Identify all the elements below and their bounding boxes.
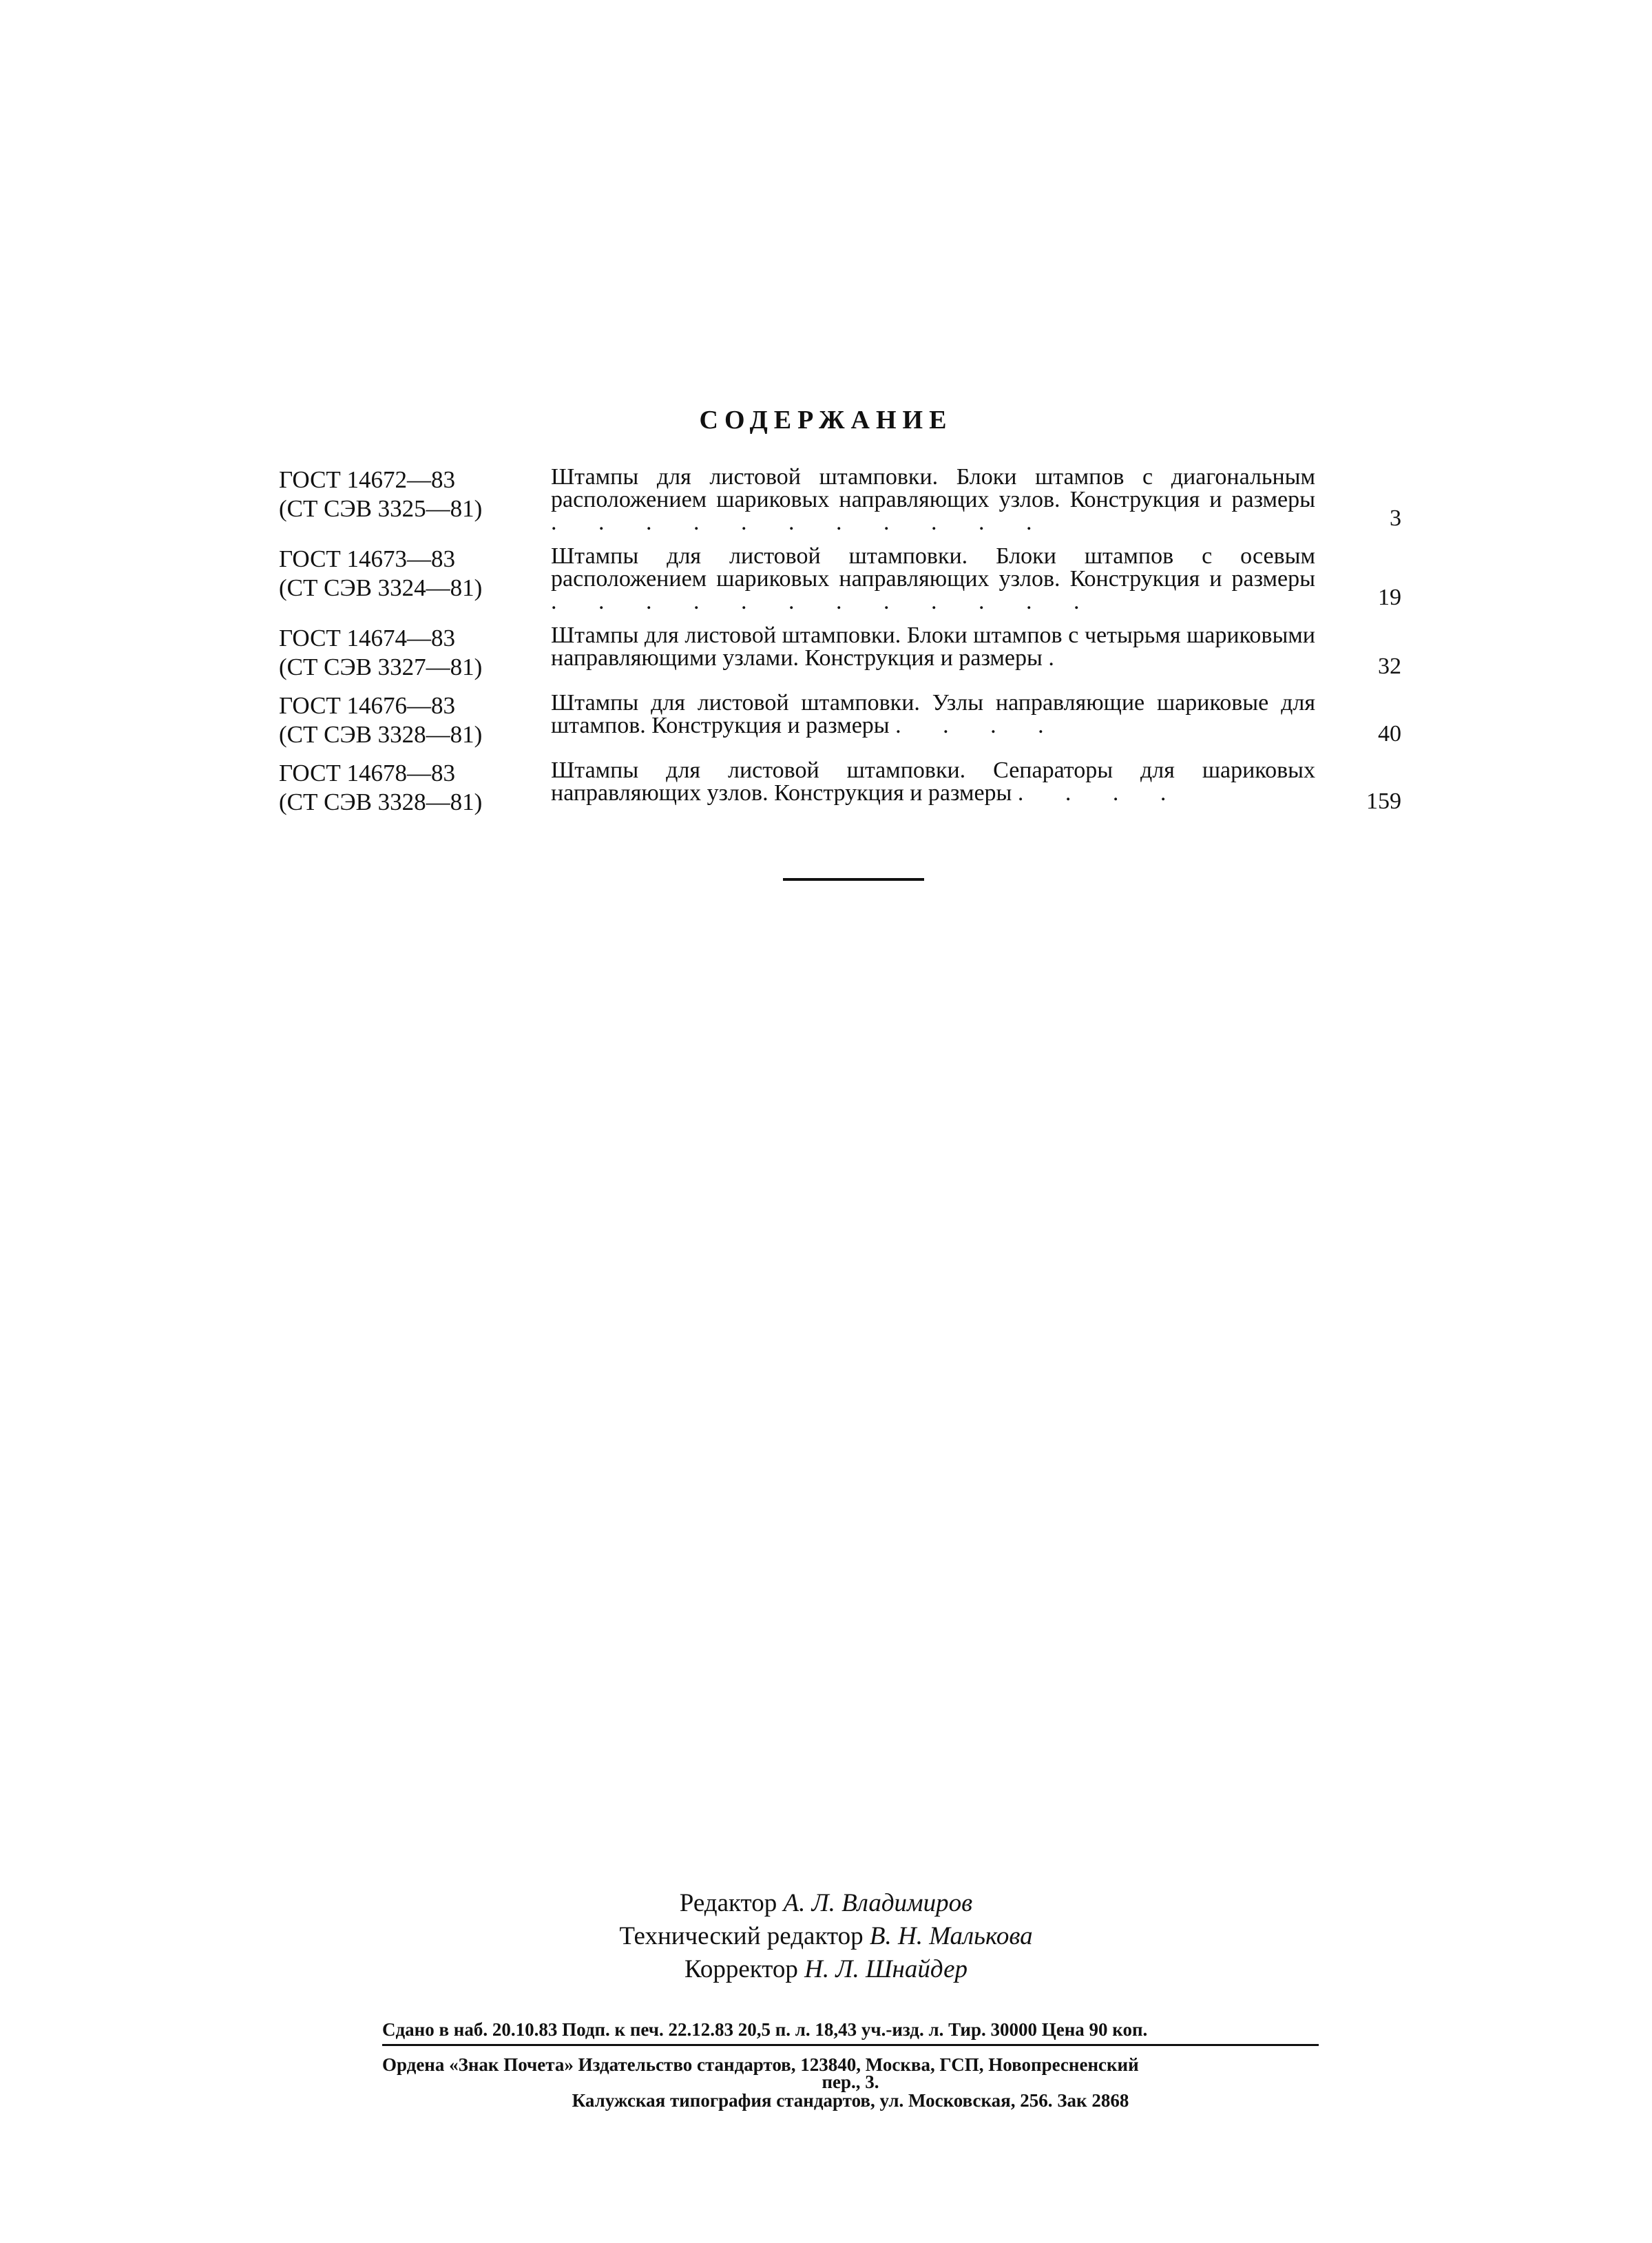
- sev-code: (СТ СЭВ 3328—81): [279, 721, 483, 748]
- corrector-role: Корректор: [684, 1955, 798, 1983]
- toc-entry-title: Штампы для листовой штамповки. Блоки штампов с диагональным расположением шариковых направляющих узлов. Конструкция и размеры: [551, 464, 1315, 512]
- toc-entry-title: Штампы для листовой штамповки. Блоки штампов с осевым расположением шариковых направляющих узлов. Конструкция и размеры: [551, 543, 1315, 592]
- toc-entry-page: 159: [1366, 789, 1401, 814]
- dot-leader: . . . .: [1017, 780, 1184, 806]
- toc-entry-codes: [279, 691, 551, 749]
- toc-entry-page: 3: [1390, 505, 1401, 531]
- editor-name: А. Л. Владимиров: [783, 1889, 973, 1917]
- toc-title: СОДЕРЖАНИЕ: [699, 406, 953, 435]
- toc-entry: [279, 466, 1401, 534]
- toc-entry-codes: [279, 466, 551, 534]
- tech-editor-name: В. Н. Малькова: [869, 1922, 1033, 1950]
- section-divider: [783, 878, 924, 881]
- publisher-address-cont: пер., 3.: [822, 2072, 879, 2092]
- editor-line: [0, 1887, 1652, 1920]
- toc-entry: [279, 691, 1401, 749]
- gost-code: ГОСТ 14672—83: [279, 466, 456, 493]
- toc-entry-text: [551, 466, 1315, 534]
- tech-editor-role: Технический редактор: [619, 1922, 864, 1950]
- toc-entry-title: Штампы для листовой штамповки. Сепараторы для шариковых направляющих узлов. Конструкция и размеры: [551, 758, 1315, 806]
- toc-entry-page: 40: [1378, 721, 1401, 747]
- toc-entry-title: Штампы для листовой штамповки. Блоки штампов с четырьмя шариковыми направляющими узлами. Конструкция и размеры: [551, 623, 1315, 671]
- toc-entry-codes: [279, 759, 551, 817]
- editor-role: Редактор: [679, 1889, 777, 1917]
- gost-code: ГОСТ 14674—83: [279, 625, 456, 651]
- gost-code: ГОСТ 14678—83: [279, 760, 456, 786]
- table-of-contents: [279, 466, 1401, 826]
- sev-code: (СТ СЭВ 3328—81): [279, 789, 483, 815]
- toc-entry-text: [551, 545, 1315, 613]
- publisher-line: Ордена «Знак Почета» Издательство стандартов, 123840, Москва, ГСП, Новопресненский: [382, 2054, 1139, 2075]
- printer-line: Калужская типография стандартов, ул. Московская, 256. Зак 2868: [572, 2090, 1129, 2111]
- imprint-block: [382, 2056, 1319, 2110]
- toc-entry-codes: [279, 545, 551, 613]
- gost-code: ГОСТ 14673—83: [279, 545, 456, 572]
- corrector-line: [0, 1953, 1652, 1986]
- toc-entry-text: [551, 624, 1315, 682]
- toc-entry: [279, 759, 1401, 817]
- print-info: Сдано в наб. 20.10.83 Подп. к печ. 22.12.83 20,5 п. л. 18,43 уч.-изд. л. Тир. 30000 Цена 90 коп.: [382, 2018, 1319, 2046]
- sev-code: (СТ СЭВ 3325—81): [279, 495, 483, 522]
- dot-leader: . . . . . . . . . . .: [551, 510, 1050, 535]
- dot-leader: . . . .: [895, 713, 1062, 738]
- toc-entry-title: Штампы для листовой штамповки. Узлы направляющие шариковые для штампов. Конструкция и размеры: [551, 690, 1315, 738]
- toc-entry-page: 19: [1378, 585, 1401, 610]
- toc-entry-text: [551, 759, 1315, 817]
- gost-code: ГОСТ 14676—83: [279, 692, 456, 719]
- dot-leader: . . . . . . . . . . . .: [551, 589, 1098, 614]
- sev-code: (СТ СЭВ 3327—81): [279, 654, 483, 680]
- dot-leader: .: [1048, 645, 1072, 671]
- toc-entry-text: [551, 691, 1315, 749]
- credits-block: [0, 1887, 1652, 1986]
- toc-entry-codes: [279, 624, 551, 682]
- toc-entry-page: 32: [1378, 654, 1401, 679]
- corrector-name: Н. Л. Шнайдер: [804, 1955, 968, 1983]
- tech-editor-line: [0, 1920, 1652, 1953]
- toc-entry: [279, 545, 1401, 613]
- toc-entry: [279, 624, 1401, 682]
- sev-code: (СТ СЭВ 3324—81): [279, 574, 483, 601]
